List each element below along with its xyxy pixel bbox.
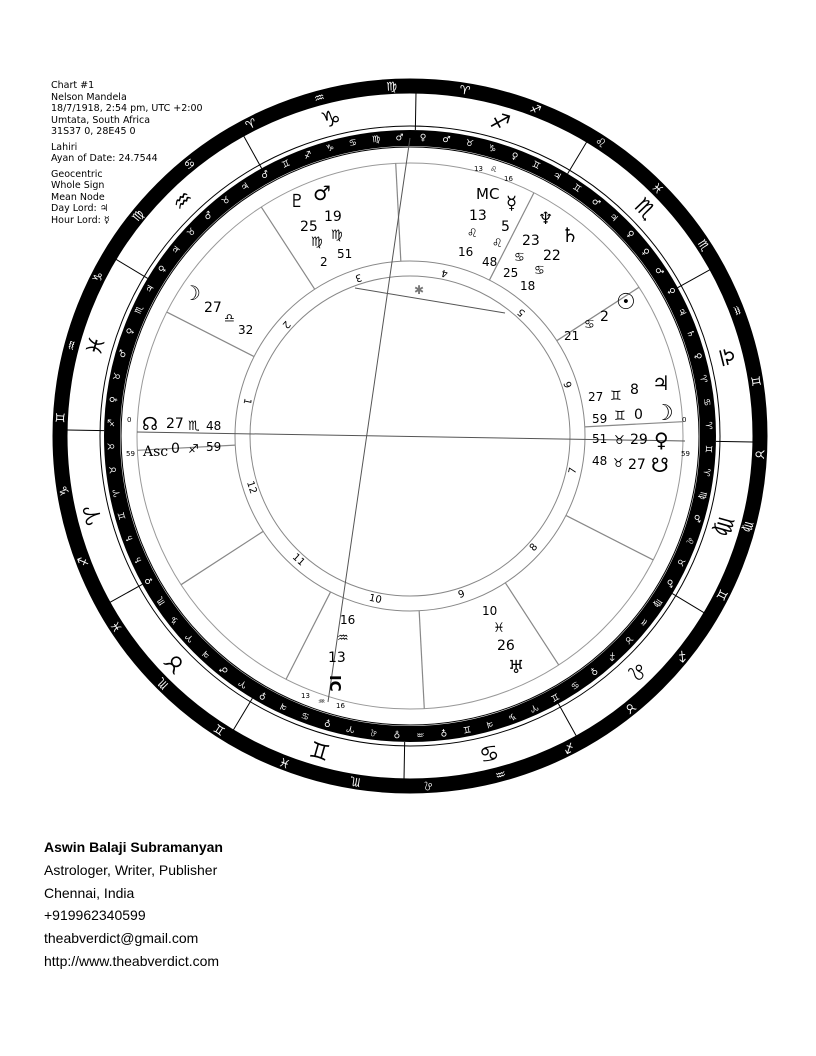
- sign-glyph-6: ♈: [79, 502, 109, 528]
- middle-glyph-41: ♒: [416, 728, 425, 739]
- house-number-12: 12: [244, 479, 259, 496]
- house-number-11: 11: [289, 551, 307, 569]
- sun-degree: 2: [600, 309, 609, 325]
- outer-glyph-24: ♊: [53, 411, 68, 424]
- middle-glyph-66: ♀: [125, 326, 137, 337]
- middle-glyph-11: ♃: [606, 211, 620, 225]
- middle-glyph-80: ♍: [371, 134, 381, 146]
- outer-glyph-23: ♑: [56, 484, 73, 498]
- ayan-of-date: Ayan of Date: 24.7544: [51, 153, 158, 164]
- ayanamsa: Lahiri: [51, 141, 78, 153]
- planet-mercury: [482, 193, 517, 269]
- outer-glyph-8: ♊: [747, 374, 764, 388]
- middle-glyph-27: ♉: [673, 556, 687, 568]
- planet-jupiter: [588, 371, 670, 404]
- author-phone: +919962340599: [44, 907, 146, 924]
- moon-outer-icon: ☽: [183, 281, 201, 305]
- outer-glyph-9: ♉: [752, 448, 767, 461]
- uranus-sign: ♓: [493, 621, 505, 636]
- neptune-sign: ♋: [534, 263, 545, 277]
- rahu-icon: ☊: [142, 414, 158, 435]
- middle-glyph-69: ♀: [156, 263, 169, 275]
- outer-glyph-4: ♌: [592, 133, 609, 152]
- middle-glyph-14: ♂: [652, 265, 665, 278]
- middle-glyph-31: ♉: [621, 632, 635, 646]
- middle-glyph-59: ♈: [111, 487, 124, 498]
- house-number-9: 9: [456, 588, 467, 602]
- moon-outer-minute: 32: [238, 323, 254, 337]
- house-number-7: 7: [567, 466, 580, 475]
- jupiter-icon: ♃: [652, 371, 670, 395]
- outer-glyph-12: ♐: [673, 647, 691, 665]
- ic-sign-mark: ♒: [318, 697, 326, 706]
- middle-glyph-55: ♀: [143, 575, 156, 586]
- sign-glyph-12: ♎: [711, 344, 741, 370]
- mercury-minute: 48: [482, 255, 498, 269]
- ic-sign: ♒: [337, 631, 349, 646]
- middle-glyph-15: ♀: [664, 286, 677, 297]
- author-block: [44, 836, 223, 973]
- sun-icon: ☉: [616, 290, 636, 315]
- middle-glyph-75: ♂: [259, 169, 272, 182]
- outer-glyph-7: ♒: [728, 303, 746, 319]
- middle-glyph-67: ♏: [133, 304, 147, 316]
- house-cusp-8: [566, 515, 653, 559]
- saturn-icon: ♄: [561, 223, 579, 247]
- middle-glyph-20: ♋: [700, 397, 712, 407]
- rahu-sign: ♏: [188, 419, 200, 434]
- middle-glyph-2: ♀: [419, 133, 427, 144]
- middle-glyph-71: ♉: [185, 226, 199, 240]
- zodiac-system: Geocentric: [51, 168, 103, 180]
- venus-icon: ♀: [654, 428, 669, 452]
- mc-minute-right: 16: [504, 175, 513, 183]
- sign-divider-9: [558, 704, 576, 736]
- middle-glyph-73: ♉: [220, 194, 233, 208]
- fortune-star-icon: ✱: [413, 283, 425, 297]
- outer-glyph-28: ♋: [181, 155, 199, 173]
- middle-glyph-61: ♉: [107, 442, 118, 451]
- middle-glyph-33: ♀: [587, 664, 600, 677]
- mars-icon: ♂: [313, 181, 331, 205]
- sign-divider-1: [67, 430, 104, 431]
- middle-glyph-43: ♌: [369, 726, 379, 738]
- middle-glyph-10: ♂: [589, 196, 602, 210]
- asc-degree-top: 0: [127, 416, 132, 424]
- middle-glyph-25: ♂: [690, 512, 703, 524]
- middle-glyph-70: ♃: [170, 244, 184, 257]
- dsc-degree-top: 0: [682, 416, 687, 424]
- sign-divider-3: [244, 136, 262, 168]
- author-email-link[interactable]: theabverdict@gmail.com: [44, 930, 199, 947]
- saturn-degree: 23: [522, 233, 540, 249]
- author-name: Aswin Balaji Subramanyan: [44, 839, 223, 855]
- sign-divider-6: [678, 270, 710, 288]
- mercury-degree: 5: [501, 219, 510, 235]
- neptune-icon: ♆: [538, 209, 554, 229]
- outer-glyph-15: ♒: [493, 765, 508, 783]
- hour-lord: Hour Lord: ☿: [51, 214, 110, 226]
- sign-glyph-10: ♐: [486, 107, 513, 138]
- outer-glyph-13: ♉: [621, 699, 639, 717]
- birth-place: Umtata, South Africa: [51, 114, 151, 126]
- middle-glyph-44: ♈: [345, 722, 356, 734]
- planet-neptune: [520, 209, 561, 293]
- planet-uranus: [482, 604, 524, 678]
- ic-minute: 16: [340, 613, 356, 627]
- venus-sign: ♉: [614, 433, 625, 447]
- mc-minute: 16: [458, 245, 474, 259]
- asc-minute: 59: [206, 440, 222, 454]
- sun-sign: ♋: [584, 317, 595, 331]
- house-cusp-11: [286, 592, 330, 679]
- middle-glyph-74: ♃: [239, 181, 252, 194]
- ic-minute-right: 16: [336, 702, 345, 710]
- ic-label: IC: [326, 675, 344, 692]
- middle-glyph-29: ♍: [650, 596, 664, 609]
- outer-glyph-25: ♒: [63, 338, 81, 353]
- ketu-sign: ♉: [613, 456, 624, 470]
- middle-glyph-62: ♐: [107, 418, 118, 428]
- planet-ketu: [592, 453, 669, 477]
- house-number-2: 2: [279, 318, 293, 331]
- mc-sign-mark: ♌: [490, 165, 498, 174]
- house-system: Whole Sign: [51, 180, 105, 191]
- outer-glyph-18: ♓: [277, 754, 293, 772]
- middle-glyph-7: ♊: [530, 159, 542, 173]
- ketu-minute: 48: [592, 454, 608, 468]
- house-cusp-12: [181, 531, 263, 584]
- saturn-minute: 25: [503, 266, 519, 280]
- middle-glyph-35: ♊: [548, 690, 561, 703]
- sun-minute: 21: [564, 329, 580, 343]
- middle-glyph-68: ♃: [144, 283, 157, 296]
- middle-glyph-64: ♉: [112, 371, 124, 382]
- rahu-minute: 48: [206, 419, 222, 433]
- middle-glyph-28: ♂: [663, 576, 676, 589]
- middle-glyph-49: ♈: [237, 676, 250, 690]
- middle-glyph-60: ♉: [108, 465, 120, 475]
- native-name: Nelson Mandela: [51, 91, 127, 103]
- house-number-6: 6: [562, 379, 576, 390]
- mc-label: MC: [476, 185, 500, 203]
- venus-minute: 51: [592, 432, 608, 446]
- pluto-minute: 2: [320, 255, 328, 269]
- sign-glyph-9: ♑: [318, 105, 344, 135]
- mc-degree: 13: [469, 208, 487, 224]
- aux-axis: [355, 288, 505, 313]
- middle-glyph-4: ♉: [464, 138, 475, 150]
- outer-glyph-29: ♈: [243, 115, 260, 133]
- middle-glyph-36: ♈: [527, 700, 540, 714]
- author-role: Astrologer, Writer, Publisher: [44, 861, 218, 878]
- middle-glyph-48: ♀: [257, 689, 269, 702]
- house-number-3: 3: [353, 270, 364, 284]
- outer-glyph-17: ♏: [348, 773, 362, 790]
- outer-glyph-19: ♊: [211, 720, 228, 739]
- venus-degree: 29: [630, 432, 648, 448]
- mercury-sign: ♌: [492, 236, 503, 250]
- sign-glyph-2: ♌: [620, 654, 653, 687]
- middle-glyph-13: ♀: [638, 246, 651, 259]
- mc-sign: ♌: [467, 226, 478, 240]
- chart-title: Chart #1: [51, 80, 95, 91]
- house-number-4: 4: [440, 266, 449, 279]
- rahu-degree: 27: [166, 416, 184, 432]
- sign-divider-2: [116, 259, 148, 278]
- middle-glyph-46: ♋: [300, 709, 312, 722]
- sign-divider-10: [404, 742, 405, 779]
- outer-glyph-27: ♍: [129, 207, 147, 225]
- outer-glyph-16: ♌: [422, 778, 435, 793]
- dsc-degree-bottom: 59: [681, 450, 690, 458]
- outer-glyph-5: ♓: [648, 179, 667, 198]
- middle-glyph-18: ♀: [691, 351, 703, 361]
- sign-glyph-8: ♒: [167, 185, 200, 218]
- uranus-minute: 10: [482, 604, 498, 618]
- sign-divider-4: [415, 93, 416, 130]
- middle-glyph-52: ♈: [183, 630, 197, 644]
- ketu-icon: ☋: [651, 453, 669, 477]
- mercury-icon: ☿: [506, 193, 518, 214]
- middle-glyph-47: ♃: [278, 699, 290, 713]
- middle-glyph-54: ♏: [155, 594, 168, 607]
- sign-glyph-1: ♍: [708, 512, 739, 539]
- middle-glyph-58: ♊: [116, 510, 129, 521]
- middle-glyph-8: ♃: [550, 170, 563, 183]
- jupiter-minute: 27: [588, 390, 604, 404]
- birth-coords: 31S37 0, 28E45 0: [51, 126, 136, 137]
- planet-sun: [564, 290, 636, 343]
- middle-glyph-32: ♐: [604, 649, 618, 663]
- middle-glyph-72: ♂: [202, 209, 216, 223]
- house-cusp-10: [419, 611, 424, 709]
- middle-glyph-53: ♑: [168, 613, 182, 626]
- sign-glyph-5: ♉: [159, 646, 192, 679]
- sign-divider-7: [716, 441, 753, 442]
- sign-divider-12: [110, 584, 142, 602]
- middle-glyph-3: ♂: [441, 134, 451, 146]
- author-location: Chennai, India: [44, 884, 135, 901]
- middle-glyph-30: ♒: [636, 615, 650, 628]
- outer-glyph-30: ♒: [312, 89, 327, 107]
- middle-glyph-6: ♀: [509, 151, 520, 163]
- uranus-icon: ♅: [508, 657, 525, 678]
- planet-moon-outer: [183, 281, 253, 337]
- middle-glyph-5: ♑: [486, 143, 498, 156]
- pluto-icon: ♇: [289, 191, 306, 212]
- sign-divider-5: [568, 142, 587, 174]
- planet-moon: [592, 401, 674, 426]
- sign-glyph-11: ♏: [628, 193, 661, 226]
- planet-rahu: [142, 414, 221, 435]
- mc-minute-left: 13: [474, 165, 483, 173]
- middle-glyph-17: ♄: [683, 328, 697, 340]
- outer-glyph-22: ♐: [74, 553, 92, 569]
- middle-glyph-57: ♄: [123, 532, 137, 544]
- middle-glyph-21: ♈: [702, 421, 713, 430]
- middle-glyph-9: ♊: [570, 182, 583, 196]
- middle-glyph-50: ♂: [218, 662, 231, 676]
- asc-label: Asc: [143, 444, 169, 460]
- mars-sign: ♍: [331, 228, 343, 243]
- outer-glyph-14: ♐: [560, 739, 577, 757]
- asc-sign: ♐: [188, 442, 199, 456]
- middle-glyph-39: ♊: [461, 722, 472, 735]
- outer-glyph-10: ♍: [739, 519, 757, 534]
- day-lord: Day Lord: ♃: [51, 203, 109, 214]
- moon-outer-sign: ♎: [224, 311, 235, 325]
- ketu-degree: 27: [628, 457, 646, 473]
- middle-glyph-77: ♐: [302, 149, 314, 163]
- house-cusp-4: [396, 163, 401, 261]
- middle-glyph-65: ♂: [117, 348, 130, 360]
- jupiter-degree: 8: [630, 382, 639, 398]
- uranus-degree: 26: [497, 638, 515, 654]
- sign-glyph-7: ♓: [81, 333, 112, 360]
- ic-marker: [326, 613, 355, 692]
- middle-glyph-12: ♀: [623, 228, 636, 241]
- middle-glyph-79: ♋: [348, 137, 359, 150]
- middle-glyph-24: ♍: [696, 490, 708, 501]
- middle-glyph-34: ♋: [568, 678, 581, 691]
- sign-glyph-4: ♊: [307, 734, 334, 765]
- sign-divider-11: [233, 698, 252, 730]
- house-number-8: 8: [527, 541, 541, 554]
- birth-datetime: 18/7/1918, 2:54 pm, UTC +2:00: [51, 103, 203, 114]
- house-number-1: 1: [240, 397, 253, 406]
- middle-glyph-51: ♃: [200, 647, 214, 661]
- outer-glyph-3: ♐: [527, 100, 543, 118]
- middle-glyph-40: ♀: [439, 726, 448, 738]
- moon-sign: ♊: [614, 409, 626, 424]
- pluto-sign: ♍: [311, 235, 323, 250]
- moon-minute: 59: [592, 412, 608, 426]
- mars-degree: 19: [324, 209, 342, 225]
- middle-glyph-78: ♑: [325, 142, 336, 155]
- asc-degree: 0: [171, 441, 180, 457]
- house-number-5: 5: [515, 305, 528, 319]
- sign-glyph-3: ♋: [476, 737, 502, 767]
- middle-glyph-23: ♈: [700, 467, 712, 477]
- outer-glyph-2: ♈: [458, 82, 472, 99]
- pluto-degree: 25: [300, 219, 318, 235]
- outer-glyph-11: ♊: [713, 586, 731, 603]
- outer-glyph-20: ♏: [153, 674, 172, 693]
- outer-glyph-6: ♏: [694, 237, 713, 254]
- moon-icon: ☽: [654, 401, 674, 426]
- middle-glyph-16: ♃: [674, 306, 688, 319]
- house-number-10: 10: [367, 592, 383, 607]
- middle-glyph-56: ♄: [132, 553, 146, 566]
- jupiter-sign: ♊: [610, 389, 622, 404]
- outer-glyph-1: ♍: [385, 79, 398, 94]
- middle-glyph-42: ♀: [393, 728, 401, 739]
- sign-divider-8: [672, 594, 704, 613]
- outer-glyph-21: ♓: [107, 618, 126, 635]
- neptune-degree: 22: [543, 248, 561, 264]
- middle-glyph-22: ♊: [702, 444, 713, 454]
- middle-glyph-38: ♃: [484, 717, 495, 730]
- middle-glyph-37: ♑: [506, 709, 518, 723]
- moon-degree: 0: [634, 407, 643, 423]
- asc-degree-bottom: 59: [126, 450, 135, 458]
- middle-glyph-26: ♌: [683, 534, 696, 546]
- planet-venus: [592, 428, 669, 452]
- middle-glyph-1: ♂: [395, 133, 404, 144]
- middle-glyph-19: ♈: [696, 374, 709, 385]
- middle-glyph-63: ♀: [108, 395, 120, 404]
- ic-degree: 13: [328, 650, 346, 666]
- outer-glyph-26: ♑: [89, 269, 107, 286]
- ic-minute-left: 13: [301, 692, 310, 700]
- author-website-link[interactable]: http://www.theabverdict.com: [44, 952, 220, 969]
- node-type: Mean Node: [51, 191, 105, 203]
- middle-glyph-45: ♀: [323, 716, 333, 729]
- moon-outer-degree: 27: [204, 300, 222, 316]
- saturn-sign: ♋: [514, 250, 525, 264]
- neptune-minute: 18: [520, 279, 536, 293]
- middle-glyph-76: ♊: [280, 158, 293, 172]
- asc-marker: [142, 440, 221, 460]
- mars-minute: 51: [337, 247, 353, 261]
